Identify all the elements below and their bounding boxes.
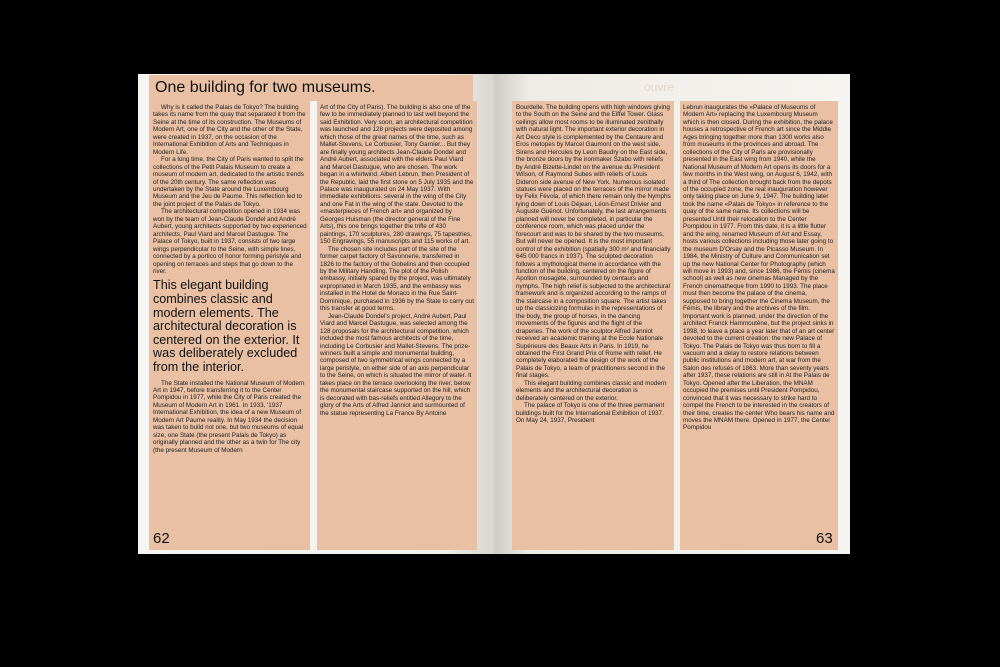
- paragraph: Jean-Claude Dondel's project, André Aubert, Paul Viard and Marcel Dastugue, was selected among the 128 proposals for the architectural competition, which included the most famous architects of the time, including Le Corbusier and Mallet-Stevens. The prize-winners built a simple and monumental building, composed of two symmetrical wings connected by a large peristyle, on either side of an axis perpendicular to the Seine, on which is situated the mirror of water. It takes place on the terrace overlooking the river, below the monumental staircase supported on the hill, which is decorated with bas-reliefs entitled Allegory to the glory of the Arts of Alfred Janniot and surmounted of the statue representing La France By Antoine: [320, 312, 472, 417]
- paragraph: The State installed the National Museum of Modern Art in 1947, before transferring it to the Center Pompidou in 1977, while the City of Paris created the Museum of Modern Art in 1961. In 1933, '1937 International Exhibition, the idea of a new Museum of Modern Art Paume reality. In May 1934 the decision was taken to build not one, but two museums of equal size, one State (the present Palais de Tokyo) as originally planned and the other as a twin for The city (the present Museum of Modern: [153, 379, 305, 454]
- column-2: [317, 101, 477, 550]
- paragraph: The palace of Tokyo is one of the three permanent buildings built for the International Exhibition of 1937. On May 24, 1937, President: [516, 402, 665, 425]
- page-number: 63: [816, 530, 833, 547]
- page-number: 62: [153, 530, 170, 547]
- paragraph: Why is it called the Palais de Tokyo? The building takes its name from the quay that separated it from the Seine at the time of its construction. The Museums of Modern Art, one of the City and the other of the State, were created in 1937, on the occasion of the International Exhibition of Arts and Techniques in Modern Life.: [153, 104, 306, 156]
- paragraph: For a long time, the City of Paris wanted to split the collections of the Petit Palais Museum to create a museum of modern art, dedicated to the artistic trends of the 20th century. The same reflection was undertaken by the State around the Luxembourg Museum and the Jeu de Paume. This reflection led to the joint project of the Palais de Tokyo.: [153, 156, 304, 208]
- column-3: [512, 101, 674, 550]
- show-through-text: ouvre: [644, 80, 675, 94]
- paragraph: Bourdelle. The building opens with high windows giving to the South on the Seine and the Eiffel Tower. Glass ceilings allow most rooms to be illuminated zenithally with natural light. The important exterior decoration in Art Deco style is complemented by the Centaure and Eros metopes by Marcel Gaumont on the west side, Sirens and Hercules by Leon Baudry on the East side, the bronze doors by the ironmaker Szabo with reliefs by André Bizette-Lindet on the avenue du President Wilson, of Raymond Subes with reliefs of Louis Dideron side avenue of New York. Numerous isolated statues were placed on the terraces of the mirror made by Felix Févola, of which there remain only the Nymphs lying down of Louis Déjean, Léon-Ernest Drivier and Auguste Guénot. Unfortunately, the last arrangements planned will never be completed, in particular the conference room, which was placed under the forecourt and was to be shared by the two museums, But will never be opened. It is the most important control of the exhibition (spatially 300 m² and financially 645 000 francs in 1937). The sculpted decoration follows a mythological theme in accordance with the function of the building, centered on the figure of Apollon musagète, surrounded by centaurs and nymphs. The high relief is subjected to the architectural framework and is organized according to the ramps of the staircase in a composition square. The artist takes up the classicizing formulas in the representations of the body, the group of horses, in the dancing movements of the figures and the flight of the draperies. The work of the sculptor Alfred Janniot received an academic training at the Ecole Nationale Supérieure des Beaux Arts in Paris. In 1919, he obtained the First Grand Prix of Rome with relief. He completely elaborated the design of the work of the Palais de Tokyo, a team of practitioners second in the final stages.: [516, 104, 671, 380]
- page-title: One building for two museums.: [149, 75, 473, 101]
- magazine-spread: [138, 74, 850, 554]
- paragraph: The chosen site includes part of the site of the former carpet factory of Savonnerie, transferred in 1826 to the factory of the Gobelins and then occupied by the Military Handling. The plot of the Polish embassy, initially spared by the project, was ultimately expropriated in March 1935, and the embassy was installed in the Hotel de Monaco in the Rue Saint-Dominique, purchased in 1936 by the State to carry out this transfer at good terms.: [320, 245, 475, 313]
- right-page: [494, 74, 850, 554]
- paragraph: Lebrun inaugurates the «Palace of Museums of Modern Art» replacing the Luxembourg Museum which is then closed. During the exhibition, the palace houses a retrospective of French art since the Middle Ages bringing together more than 1300 works also from museums in the provinces and abroad. The collections of the City of Paris are provisionally presented in the East wing from 1940, while the National Museum of Modern Art opens its doors for a few months in the West wing, on August 6, 1942, with a third of The collection brought back from the depots of the occupied zone, the real inauguration however only taking place on June 9, 1947. The building later took the name «Palais de Tokyo» in reference to the quay of the same name. Its collections will be presented Until their relocation to the Center Pompidou in 1977. From this date, it is a little flutter and the wing, renamed Museum of Art and Essay, hosts various collections including those later going to the museum D'Orsay and the Picasso Museum. In 1984, the Ministry of Culture and Communication set up the new National Center for Photography (which will move in 1993) and, since 1986, the Fémis (cinema school) as well as new cinemas Managed by the French cinematheque from 1990 to 1993. The place must then become the palace of the cinema, supposed to bring together the Cinema Museum, the Fémis, the library and the archives of the film. Important work is planned, under the direction of the architect Franck Hammoutène, but the project sinks in 1998, to leave a place a year later that of an art center devoted to the current creation: the new Palace of Tokyo. The Palais de Tokyo was thus born to fill a vacuum and a delay to restore relations between public institutions and modern art, at war from the Salon des refusés of 1863. More than seventy years after 1937, these relations are still in At the Palais de Tokyo. Opened after the Liberation, the MNAM occupied the premises until President Pompidou, convinced that it was necessary to strike hard to compel the French to be interested in the creators of their time, creates the center Who bears his name and moves the MNAM there. Opened in 1977, the Center Pompidou: [683, 104, 835, 432]
- column-1: [149, 101, 310, 550]
- paragraph: The architectural competition opened in 1934 was won by the team of Jean-Claude Dondel and André Aubert, young architects supported by two experienced architects, Paul Viard and Marcel Dastugue. The Palace of Tokyo, built in 1937, consists of two large wings perpendicular to the Seine, with simple lines, connected by a portico of honor forming peristyle and opening on terraces and steps that go down to the river.: [153, 208, 307, 275]
- paragraph: Art of the City of Paris). The building is also one of the few to be immediately planned to last well beyond the said Exhibition. Very soon, an architectural competition was launched and 128 projects were deposited among which those of the great names of the time, such as Mallet-Stevens, Le Corbusier, Tony Garnier... But they are finally young architects Jean-Claude Dondel and André Aubert, associated with the elders Paul Viard and Marcel Dastugue, who are chosen. The work began in a whirlwind, Albert Lebrun, then President of the Republic, laid the first stone on 5 July 1935 and the Palace was inaugurated on 24 May 1937. With immediate exhibitions: several in the wing of the City and one Fat in the wing of the state. Devoted to the «masterpieces of French art» and organized by Georges Huisman (the director general of the Fine Arts), this one brings together the trifle of 430 paintings, 170 sculptures, 280 drawings, 75 tapestries, 150 Engravings, 55 manuscripts and 115 works of art.: [320, 104, 474, 246]
- left-page: [138, 74, 494, 554]
- pull-quote: This elegant building combines classic and modern elements. The architectural decoration is centered on the exterior. It was deliberately excluded from the interior.: [153, 278, 300, 374]
- column-4: [680, 101, 838, 550]
- paragraph: This elegant building combines classic and modern elements and the architectural decoration is deliberately centered on the exterior.: [516, 379, 667, 402]
